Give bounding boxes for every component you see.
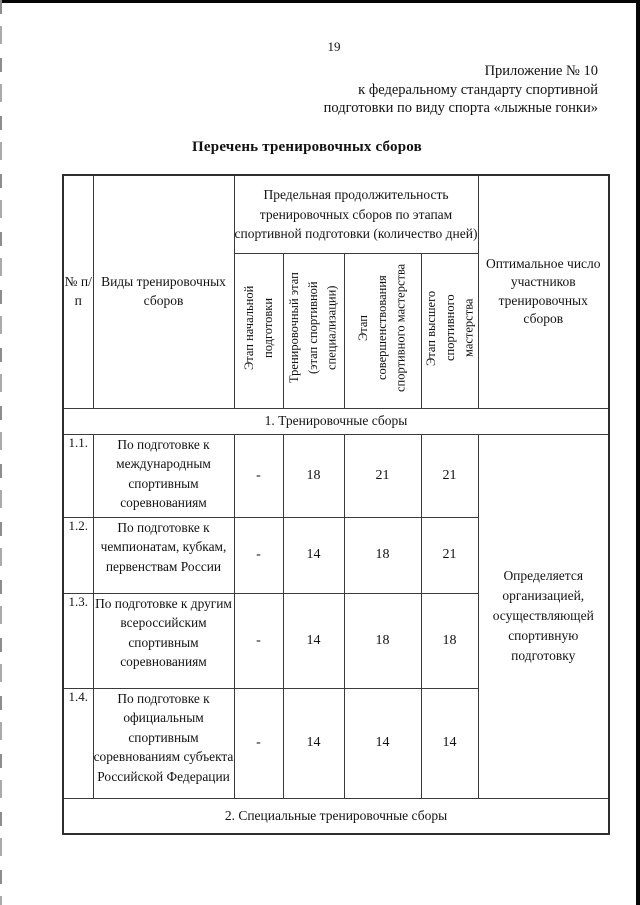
row-name: По подготовке к официальным спортивным соревнованиям субъекта Российской Федерации (93, 688, 234, 798)
document-title: Перечень тренировочных сборов (192, 139, 422, 155)
row-num: 1.1. (63, 434, 93, 517)
row-name: По подготовке к другим всероссийским спортивным соревнованиям (93, 593, 234, 688)
page-number: 19 (327, 39, 341, 54)
appendix-header-line-3: подготовки по виду спорта «лыжные гонки» (323, 100, 598, 116)
row-value: 18 (344, 517, 421, 593)
scan-edge-top (0, 0, 640, 3)
row-value: 14 (344, 688, 421, 798)
row-name: По подготовке к чемпионатам, кубкам, первенствам России (93, 517, 234, 593)
stage-header-training: Тренировочный этап (этап спортивной специализации) (287, 272, 339, 384)
header-row-duration (63, 175, 609, 253)
stage-header-initial: Этап начальной подготовки (241, 285, 275, 371)
col-header-types: Виды тренировочных сборов (93, 175, 234, 408)
stage-header-cell (234, 253, 283, 408)
row-value: 21 (344, 434, 421, 517)
stage-header-highest: Этап высшего спортивного мастерства (423, 290, 475, 366)
appendix-header-line-1: Приложение № 10 (484, 63, 598, 79)
row-value: 21 (421, 434, 478, 517)
section-2-label: 2. Специальные тренировочные сборы (63, 798, 609, 834)
appendix-header (324, 62, 598, 118)
row-value: 14 (283, 688, 344, 798)
row-num: 1.4. (63, 688, 93, 798)
row-value: 18 (283, 434, 344, 517)
participants-cell: Определяется организацией, осуществляющей спортивную подготовку (478, 434, 609, 798)
row-name: По подготовке к международным спортивным соревнованиям (93, 434, 234, 517)
row-value: - (234, 517, 283, 593)
scan-edge-left (0, 0, 2, 905)
appendix-header-line-2: к федеральному стандарту спортивной (358, 81, 598, 98)
row-value: - (234, 593, 283, 688)
row-value: 21 (421, 517, 478, 593)
section-row-1 (63, 408, 609, 434)
scan-edge-right (636, 0, 640, 905)
row-value: 14 (283, 517, 344, 593)
section-1-label: 1. Тренировочные сборы (63, 408, 609, 434)
row-value: 14 (283, 593, 344, 688)
training-camps-table (62, 174, 610, 835)
col-header-duration: Предельная продолжительность тренировочных сборов по этапам спортивной подготовки (количество дней) (234, 175, 478, 253)
stage-header-cell (283, 253, 344, 408)
row-value: 18 (344, 593, 421, 688)
row-value: 14 (421, 688, 478, 798)
stage-header-cell (344, 253, 421, 408)
row-value: - (234, 434, 283, 517)
table-row (63, 434, 609, 517)
row-num: 1.3. (63, 593, 93, 688)
stage-header-improvement: Этап совершенствования спортивного мастерства (356, 263, 408, 393)
stage-header-cell (421, 253, 478, 408)
row-value: - (234, 688, 283, 798)
row-num: 1.2. (63, 517, 93, 593)
col-header-participants: Оптимальное число участников тренировочных сборов (478, 175, 609, 408)
col-header-num: № п/п (63, 175, 93, 408)
section-row-2 (63, 798, 609, 834)
row-value: 18 (421, 593, 478, 688)
